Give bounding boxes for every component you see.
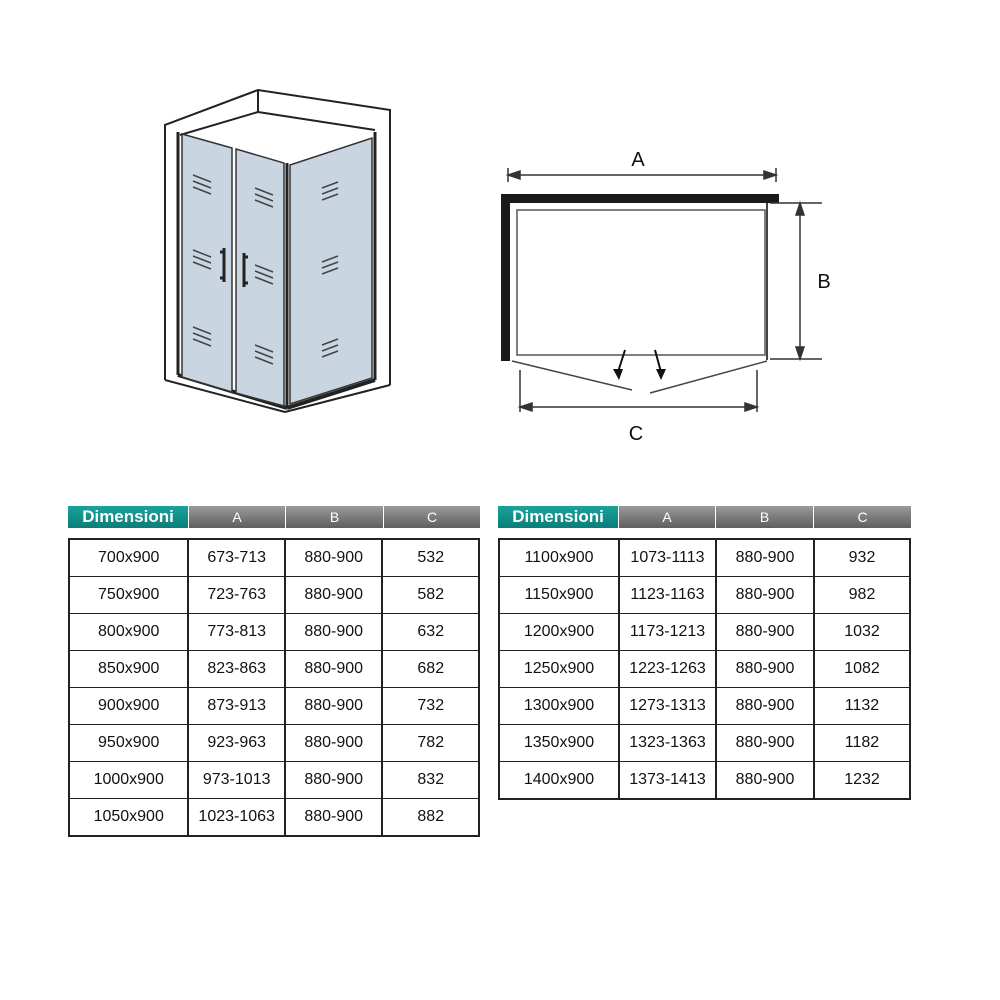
table-cell: 880-900 (715, 762, 813, 798)
table-cell: 880-900 (284, 577, 382, 613)
table-cell: 973-1013 (187, 762, 284, 798)
table-row (500, 725, 909, 762)
table-row (70, 762, 478, 799)
table-cell: 1032 (813, 614, 909, 650)
header-a: A (188, 506, 285, 528)
table-cell: 880-900 (715, 577, 813, 613)
table-cell: 832 (381, 762, 478, 798)
table-cell: 1300x900 (523, 697, 595, 714)
table-cell: 923-963 (187, 725, 284, 761)
table-cell: 700x900 (98, 549, 160, 566)
header-dimensioni: Dimensioni (498, 506, 618, 528)
table-cell: 880-900 (715, 688, 813, 724)
table-cell: 850x900 (98, 660, 160, 677)
table-cell: 882 (381, 799, 478, 835)
table-row (70, 651, 478, 688)
table-cell: 880-900 (284, 688, 382, 724)
table-body (68, 538, 480, 837)
table-cell: 880-900 (284, 725, 382, 761)
table-cell: 900x900 (98, 697, 160, 714)
table-cell: 880-900 (284, 540, 382, 576)
table-cell: 750x900 (98, 586, 160, 603)
table-row (500, 762, 909, 799)
table-row (500, 614, 909, 651)
table-cell: 632 (381, 614, 478, 650)
diagram-area (0, 0, 1000, 480)
table-header (68, 506, 480, 528)
table-cell: 1150x900 (524, 586, 594, 603)
dimensions-table-left (68, 506, 480, 837)
table-cell: 1250x900 (523, 660, 595, 677)
table-cell: 1050x900 (93, 808, 164, 825)
header-c: C (383, 506, 480, 528)
plan-view (501, 194, 779, 393)
table-cell: 1182 (813, 725, 909, 761)
table-cell: 880-900 (284, 762, 382, 798)
table-cell: 1100x900 (524, 549, 594, 566)
table-cell: 873-913 (187, 688, 284, 724)
header-b: B (285, 506, 383, 528)
table-row (500, 577, 909, 614)
table-row (70, 688, 478, 725)
table-cell: 982 (813, 577, 909, 613)
table-row (500, 540, 909, 577)
table-row (500, 688, 909, 725)
label-b: B (817, 271, 831, 293)
label-c: C (628, 423, 644, 445)
table-cell: 880-900 (715, 651, 813, 687)
table-cell: 1132 (813, 688, 909, 724)
table-cell: 532 (381, 540, 478, 576)
table-cell: 880-900 (715, 614, 813, 650)
table-header (498, 506, 911, 528)
table-cell: 823-863 (187, 651, 284, 687)
table-cell: 880-900 (715, 725, 813, 761)
glass-panels (182, 134, 372, 406)
table-cell: 880-900 (715, 540, 813, 576)
header-a: A (618, 506, 715, 528)
table-cell: 582 (381, 577, 478, 613)
table-row (70, 540, 478, 577)
table-row (70, 577, 478, 614)
table-cell: 1273-1313 (618, 688, 715, 724)
table-cell: 800x900 (98, 623, 160, 640)
table-cell: 1073-1113 (618, 540, 715, 576)
table-cell: 880-900 (284, 799, 382, 835)
table-cell: 732 (381, 688, 478, 724)
header-dimensioni: Dimensioni (68, 506, 188, 528)
label-a: A (631, 149, 645, 171)
table-cell: 1232 (813, 762, 909, 798)
table-cell: 723-763 (187, 577, 284, 613)
table-cell: 1400x900 (523, 771, 595, 788)
table-cell: 1023-1063 (187, 799, 284, 835)
door-handles (220, 248, 248, 287)
table-cell: 1123-1163 (618, 577, 715, 613)
table-row (500, 651, 909, 688)
table-cell: 1323-1363 (618, 725, 715, 761)
dimension-b (770, 203, 822, 359)
table-cell: 1223-1263 (618, 651, 715, 687)
table-cell: 1200x900 (523, 623, 595, 640)
table-row (70, 614, 478, 651)
table-cell: 1082 (813, 651, 909, 687)
dimensions-table-right (498, 506, 911, 800)
table-body (498, 538, 911, 800)
table-cell: 950x900 (98, 734, 160, 751)
table-cell: 1373-1413 (618, 762, 715, 798)
table-cell: 673-713 (187, 540, 284, 576)
table-cell: 682 (381, 651, 478, 687)
table-cell: 1000x900 (93, 771, 164, 788)
table-row (70, 725, 478, 762)
table-cell: 880-900 (284, 614, 382, 650)
table-cell: 773-813 (187, 614, 284, 650)
header-b: B (715, 506, 813, 528)
table-cell: 1350x900 (523, 734, 595, 751)
table-row (70, 799, 478, 836)
table-cell: 880-900 (284, 651, 382, 687)
table-cell: 932 (813, 540, 909, 576)
header-c: C (813, 506, 911, 528)
dimension-c (520, 370, 757, 412)
table-cell: 1173-1213 (618, 614, 715, 650)
table-cell: 782 (381, 725, 478, 761)
